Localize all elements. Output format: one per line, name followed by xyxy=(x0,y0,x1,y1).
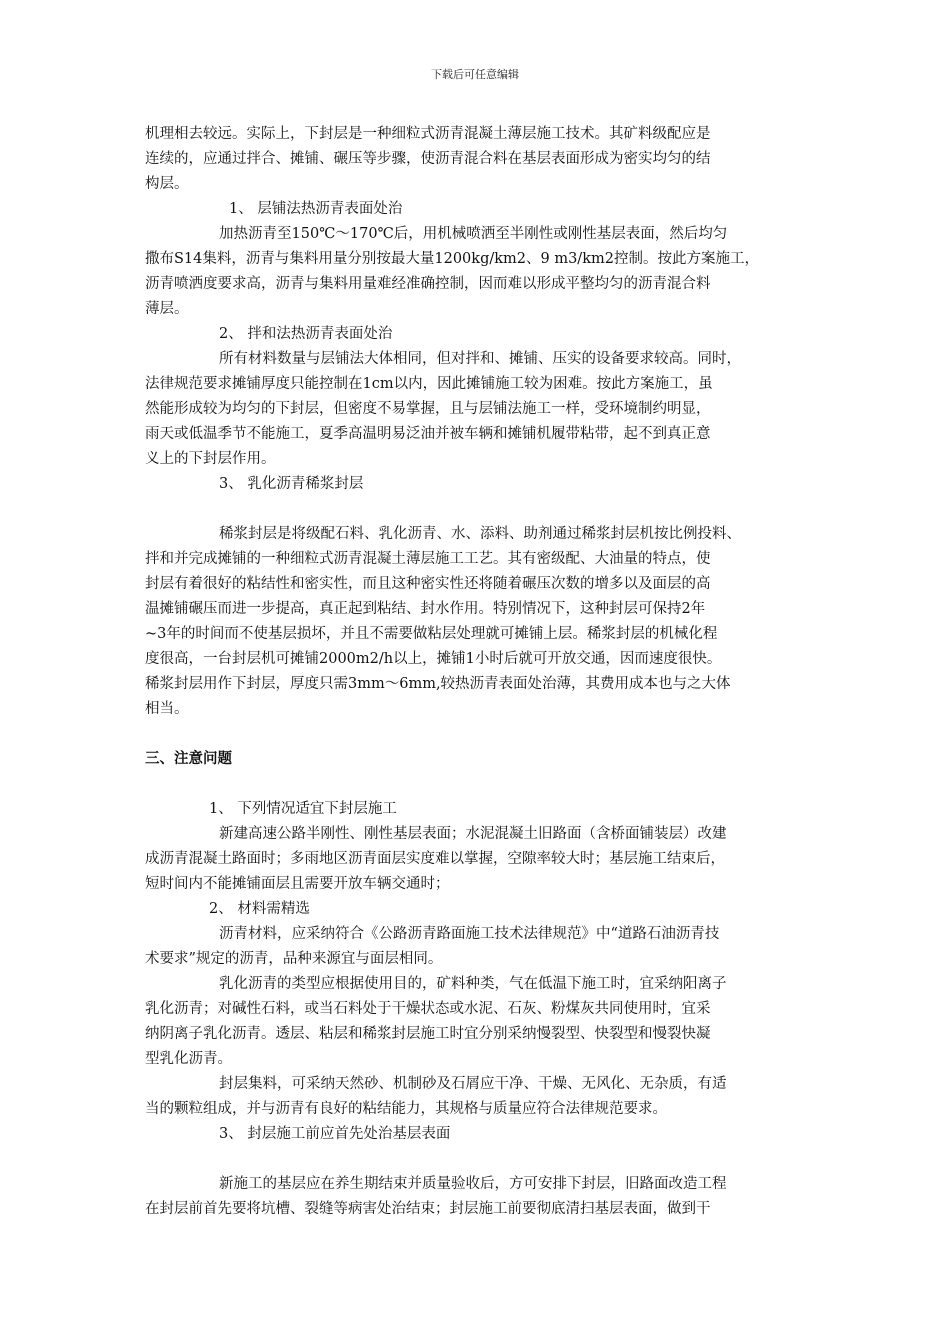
paragraph-line: 成沥青混凝土路面时；多雨地区沥青面层实度难以掌握，空隙率较大时；基层施工结束后， xyxy=(145,851,725,867)
section-heading-2: 2、 拌和法热沥青表面处治 xyxy=(219,326,393,342)
paragraph-line: 温摊铺碾压而进一步提高，真正起到粘结、封水作用。特别情况下，这种封层可保持2年 xyxy=(145,601,706,617)
paragraph-line: 连续的，应通过拌合、摊铺、碾压等步骤，使沥青混合料在基层表面形成为密实均匀的结 xyxy=(145,151,711,167)
paragraph-line: 短时间内不能摊铺面层且需要开放车辆交通时； xyxy=(145,876,450,892)
section-heading-2: 2、 材料需精选 xyxy=(209,901,310,917)
paragraph-line: 当的颗粒组成，并与沥青有良好的粘结能力，其规格与质量应符合法律规范要求。 xyxy=(145,1101,667,1117)
section-heading-3: 3、 乳化沥青稀浆封层 xyxy=(219,476,364,492)
chapter-heading: 三、注意问题 xyxy=(145,751,232,767)
paragraph-line: 封层集料，可采纳天然砂、机制砂及石屑应干净、干燥、无风化、无杂质，有适 xyxy=(219,1076,727,1092)
section-heading-3: 3、 封层施工前应首先处治基层表面 xyxy=(219,1126,451,1142)
paragraph-line: 稀浆封层用作下封层，厚度只需3mm～6mm,较热沥青表面处治薄，其费用成本也与之大体 xyxy=(145,676,731,692)
paragraph-line: 薄层。 xyxy=(145,301,189,317)
paragraph-line: 乳化沥青；对碱性石料，或当石料处于干燥状态或水泥、石灰、粉煤灰共同使用时，宜采 xyxy=(145,1001,711,1017)
paragraph-line: 新建高速公路半刚性、刚性基层表面；水泥混凝土旧路面（含桥面铺装层）改建 xyxy=(219,826,727,842)
paragraph-line: 纳阴离子乳化沥青。透层、粘层和稀浆封层施工时宜分别采纳慢裂型、快裂型和慢裂快凝 xyxy=(145,1026,711,1042)
paragraph-line: 度很高，一台封层机可摊铺2000m2/h以上，摊铺1小时后就可开放交通，因而速度很快。 xyxy=(145,651,722,667)
paragraph-line: 所有材料数量与层铺法大体相同，但对拌和、摊铺、压实的设备要求较高。同时， xyxy=(219,351,741,367)
paragraph-line: 沥青材料，应采纳符合《公路沥青路面施工技术法律规范》中“道路石油沥青技 xyxy=(219,926,720,942)
paragraph-line: 沥青喷洒度要求高，沥青与集料用量难经准确控制，因而难以形成平整均匀的沥青混合料 xyxy=(145,276,711,292)
paragraph-line: 封层有着很好的粘结性和密实性，而且这种密实性还将随着碾压次数的增多以及面层的高 xyxy=(145,576,711,592)
paragraph-line: ~3年的时间而不使基层损坏，并且不需要做粘层处理就可摊铺上层。稀浆封层的机械化程 xyxy=(145,626,718,642)
document-body xyxy=(145,122,810,1222)
paragraph-line: 机理相去较远。实际上，下封层是一种细粒式沥青混凝土薄层施工技术。其矿料级配应是 xyxy=(145,126,711,142)
page-header: 下载后可任意编辑 xyxy=(431,68,519,81)
paragraph-line: 在封层前首先要将坑槽、裂缝等病害处治结束；封层施工前要彻底清扫基层表面，做到干 xyxy=(145,1201,711,1217)
paragraph-line: 雨天或低温季节不能施工，夏季高温明易泛油并被车辆和摊铺机履带粘带，起不到真正意 xyxy=(145,426,711,442)
paragraph-line: 法律规范要求摊铺厚度只能控制在1cm以内，因此摊铺施工较为困难。按此方案施工，虽 xyxy=(145,376,713,392)
section-heading-1: 1、 下列情况适宜下封层施工 xyxy=(209,801,397,817)
paragraph-line: 然能形成较为均匀的下封层，但密度不易掌握，且与层铺法施工一样，受环境制约明显， xyxy=(145,401,711,417)
paragraph-line: 义上的下封层作用。 xyxy=(145,451,276,467)
paragraph-line: 术要求”规定的沥青，品种来源宜与面层相同。 xyxy=(145,951,443,967)
paragraph-line: 构层。 xyxy=(145,176,189,192)
paragraph-line: 稀浆封层是将级配石料、乳化沥青、水、添料、助剂通过稀浆封层机按比例投料、 xyxy=(219,526,741,542)
paragraph-line: 乳化沥青的类型应根据使用目的，矿料种类，气在低温下施工时，宜采纳阳离子 xyxy=(219,976,727,992)
paragraph-line: 拌和并完成摊铺的一种细粒式沥青混凝土薄层施工工艺。其有密级配、大油量的特点，使 xyxy=(145,551,711,567)
paragraph-line: 加热沥青至150℃～170℃后，用机械喷洒至半刚性或刚性基层表面，然后均匀 xyxy=(219,226,728,242)
paragraph-line: 撒布S14集料，沥青与集料用量分别按最大量1200kg/km2、9 m3/km2控制。按此方案施工， xyxy=(145,251,759,267)
section-heading-1: 1、 层铺法热沥青表面处治 xyxy=(229,201,403,217)
paragraph-line: 相当。 xyxy=(145,701,189,717)
paragraph-line: 新施工的基层应在养生期结束并质量验收后，方可安排下封层，旧路面改造工程 xyxy=(219,1176,727,1192)
paragraph-line: 型乳化沥青。 xyxy=(145,1051,232,1067)
